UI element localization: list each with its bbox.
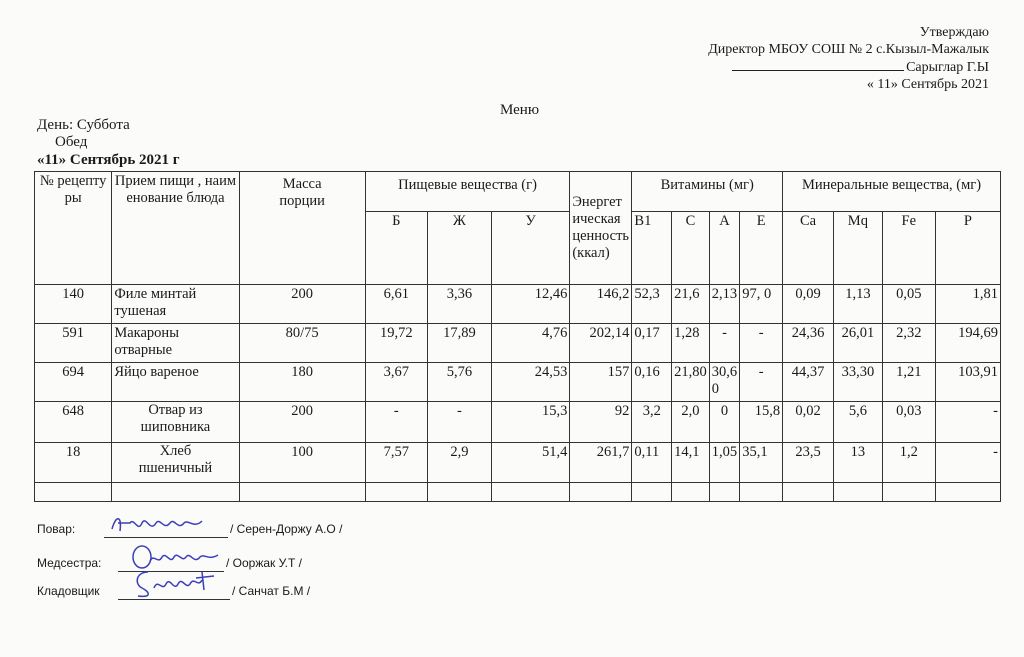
header-recipe-number: № рецептуры [35, 172, 112, 285]
cell-name: Хлеб пшеничный [112, 443, 239, 483]
cell-b: - [365, 402, 427, 443]
cell-portion [239, 483, 365, 502]
header-ca: Са [783, 212, 834, 285]
cell-a: 2,13 [709, 285, 740, 324]
cell-p: - [935, 402, 1000, 443]
signature-role-storekeeper: Кладовщик [37, 584, 100, 598]
cell-fe: 0,05 [882, 285, 935, 324]
cell-e: - [740, 324, 783, 363]
meal-label: Обед [55, 134, 88, 150]
cell-b1: 0,11 [632, 443, 672, 483]
table-row [35, 402, 1001, 443]
cell-e: 35,1 [740, 443, 783, 483]
approval-underline [732, 58, 904, 71]
cell-a: - [709, 324, 740, 363]
approval-name: Сарыглар Г.Ы [906, 60, 989, 75]
cell-e [740, 483, 783, 502]
header-zh: Ж [427, 212, 491, 285]
approval-block [708, 24, 989, 93]
cell-energy: 92 [570, 402, 632, 443]
document-title: Меню [500, 102, 540, 118]
cell-mg: 26,01 [833, 324, 882, 363]
cell-e: 97, 0 [740, 285, 783, 324]
cell-recipe [35, 483, 112, 502]
cell-fe: 2,32 [882, 324, 935, 363]
cell-zh [427, 483, 491, 502]
cell-e: - [740, 363, 783, 402]
cell-portion: 200 [239, 402, 365, 443]
cell-ca: 23,5 [783, 443, 834, 483]
cell-b1: 3,2 [632, 402, 672, 443]
cell-ca: 0,02 [783, 402, 834, 443]
cell-portion: 180 [239, 363, 365, 402]
signature-name-storekeeper: / Санчат Б.М / [232, 584, 311, 598]
cell-name: Макароны отварные [112, 324, 239, 363]
cell-b1: 52,3 [632, 285, 672, 324]
cell-b: 19,72 [365, 324, 427, 363]
cell-mg: 13 [833, 443, 882, 483]
header-p: Р [935, 212, 1000, 285]
cell-energy: 261,7 [570, 443, 632, 483]
cell-fe: 1,21 [882, 363, 935, 402]
cell-c: 2,0 [672, 402, 710, 443]
cell-u: 4,76 [491, 324, 569, 363]
cell-u: 24,53 [491, 363, 569, 402]
cell-c: 1,28 [672, 324, 710, 363]
header-energy: Энергетическая ценность (ккал) [570, 172, 632, 285]
cell-b1: 0,16 [632, 363, 672, 402]
table-row [35, 324, 1001, 363]
cell-fe: 0,03 [882, 402, 935, 443]
table-header-row [35, 172, 1001, 212]
cell-ca: 24,36 [783, 324, 834, 363]
cell-u [491, 483, 569, 502]
approval-signature-line [708, 58, 989, 76]
day-label: День: Суббота [37, 117, 130, 133]
cell-energy: 157 [570, 363, 632, 402]
cell-e: 15,8 [740, 402, 783, 443]
approval-director: Директор МБОУ СОШ № 2 с.Кызыл-Мажалык [708, 42, 989, 57]
header-mg: Mq [833, 212, 882, 285]
cell-ca: 44,37 [783, 363, 834, 402]
cell-name: Отвар из шиповника [112, 402, 239, 443]
cell-fe: 1,2 [882, 443, 935, 483]
signature-name-nurse: / Ооржак У.Т / [226, 556, 302, 570]
header-u: У [491, 212, 569, 285]
cell-mg: 5,6 [833, 402, 882, 443]
cell-ca: 0,09 [783, 285, 834, 324]
cell-name [112, 483, 239, 502]
cell-a: 0 [709, 402, 740, 443]
header-portion: Масса порции [239, 172, 365, 285]
cell-mg [833, 483, 882, 502]
cell-zh: - [427, 402, 491, 443]
cell-portion: 200 [239, 285, 365, 324]
header-nutrients: Пищевые вещества (г) [365, 172, 570, 212]
header-b: Б [365, 212, 427, 285]
cell-recipe: 591 [35, 324, 112, 363]
cell-p: 1,81 [935, 285, 1000, 324]
header-c: С [672, 212, 710, 285]
table-row [35, 363, 1001, 402]
signature-name-cook: / Серен-Доржу А.О / [230, 522, 343, 536]
cell-a: 30,60 [709, 363, 740, 402]
cell-portion: 80/75 [239, 324, 365, 363]
cell-c [672, 483, 710, 502]
header-meal-name: Прием пищи , наименование блюда [112, 172, 239, 285]
cell-b: 7,57 [365, 443, 427, 483]
cell-mg: 33,30 [833, 363, 882, 402]
cell-energy: 146,2 [570, 285, 632, 324]
cell-mg: 1,13 [833, 285, 882, 324]
cell-zh: 17,89 [427, 324, 491, 363]
table-row [35, 285, 1001, 324]
header-minerals: Минеральные вещества, (мг) [783, 172, 1001, 212]
cell-energy [570, 483, 632, 502]
menu-table [34, 171, 1001, 502]
cell-a [709, 483, 740, 502]
cell-zh: 5,76 [427, 363, 491, 402]
header-vitamins: Витамины (мг) [632, 172, 783, 212]
cook-signature-scribble [108, 511, 218, 539]
approval-title: Утверждаю [919, 25, 989, 40]
cell-b: 3,67 [365, 363, 427, 402]
cell-recipe: 18 [35, 443, 112, 483]
cell-b: 6,61 [365, 285, 427, 324]
approval-date: « 11» Сентябрь 2021 [866, 77, 989, 92]
cell-u: 15,3 [491, 402, 569, 443]
storekeeper-signature-scribble [130, 566, 230, 600]
cell-c: 21,80 [672, 363, 710, 402]
cell-p: - [935, 443, 1000, 483]
cell-ca [783, 483, 834, 502]
cell-recipe: 648 [35, 402, 112, 443]
cell-u: 12,46 [491, 285, 569, 324]
cell-zh: 2,9 [427, 443, 491, 483]
cell-b [365, 483, 427, 502]
header-b1: В1 [632, 212, 672, 285]
header-fe: Fe [882, 212, 935, 285]
cell-fe [882, 483, 935, 502]
table-row-empty [35, 483, 1001, 502]
cell-portion: 100 [239, 443, 365, 483]
cell-a: 1,05 [709, 443, 740, 483]
cell-recipe: 140 [35, 285, 112, 324]
header-a: А [709, 212, 740, 285]
cell-c: 21,6 [672, 285, 710, 324]
cell-zh: 3,36 [427, 285, 491, 324]
signature-role-nurse: Медсестра: [37, 556, 102, 570]
header-e: Е [740, 212, 783, 285]
menu-date: «11» Сентябрь 2021 г [37, 152, 180, 168]
cell-name: Яйцо вареное [112, 363, 239, 402]
table-row [35, 443, 1001, 483]
signature-role-cook: Повар: [37, 522, 76, 536]
cell-energy: 202,14 [570, 324, 632, 363]
cell-p: 194,69 [935, 324, 1000, 363]
cell-name: Филе минтай тушеная [112, 285, 239, 324]
cell-u: 51,4 [491, 443, 569, 483]
cell-p [935, 483, 1000, 502]
cell-b1: 0,17 [632, 324, 672, 363]
cell-p: 103,91 [935, 363, 1000, 402]
cell-c: 14,1 [672, 443, 710, 483]
cell-b1 [632, 483, 672, 502]
cell-recipe: 694 [35, 363, 112, 402]
